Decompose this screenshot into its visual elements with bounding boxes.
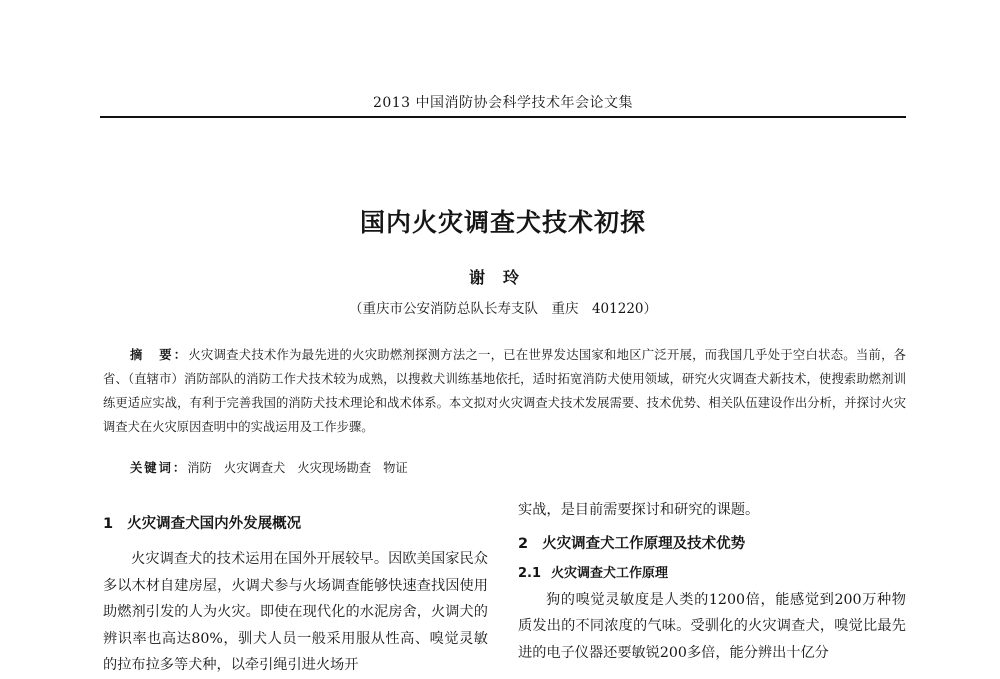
running-header: 2013 中国消防协会科学技术年会论文集 [372,95,634,111]
abstract-label: 摘 要： [130,347,189,362]
author-affiliation: （重庆市公安消防总队长寿支队 重庆 401220） [348,301,658,317]
subsection-2-1-heading [518,561,906,587]
section-number: 2 [518,535,529,552]
left-column [103,510,488,679]
keyword: 消防 [187,461,212,475]
abstract [103,343,906,439]
section-number: 1 [103,516,114,532]
continued-paragraph: 实战，是目前需要探讨和研究的课题。 [518,502,760,518]
subsection-title: 火灾调查犬工作原理 [551,565,669,581]
section-title: 火灾调查犬工作原理及技术优势 [542,535,746,552]
keywords [130,458,906,478]
keywords-label: 关键词： [130,460,188,475]
paper-title: 国内火灾调查犬技术初探 [359,208,646,237]
section-title: 火灾调查犬国内外发展概况 [127,516,302,532]
body-paragraph: 火灾调查犬的技术运用在国外开展较早。因欧美国家民众多以木材自建房屋，火调犬参与火场调查能够快速查找因使用助燃剂引发的人为火灾。即使在现代化的水泥房舍，火调犬的辨识率也高达80%，驯犬人员一般采用服从性高、嗅觉灵敏的拉布拉多等犬种，以牵引绳引进火场开 [103,551,488,673]
right-column [518,497,906,666]
section-2-heading [518,530,906,558]
author-name: 谢玲 [468,268,537,287]
section-1-heading [103,510,488,538]
keyword: 物证 [383,461,408,475]
header-rule [100,116,906,118]
body-paragraph: 狗的嗅觉灵敏度是人类的1200倍，能感觉到200万种物质发出的不同浓度的气味。受驯化的火灾调查犬，嗅觉比最先进的电子仪器还要敏锐200多倍，能分辨出十亿分 [518,591,906,661]
keyword: 火灾现场勘查 [297,461,372,475]
keyword: 火灾调查犬 [223,461,286,475]
abstract-text: 火灾调查犬技术作为最先进的火灾助燃剂探测方法之一，已在世界发达国家和地区广泛开展，而我国几乎处于空白状态。当前，各省、（直辖市）消防部队的消防工作犬技术较为成熟，以搜救犬训练基地依托，适时拓宽消防犬使用领域，研究火灾调查犬新技术，使搜索助燃剂训练更适应实战，有利于完善我国的消防犬技术理论和战术体系。本文拟对火灾调查犬技术发展需要、技术优势、相关队伍建设作出分析，并探讨火灾调查犬在火灾原因查明中的实战运用及工作步骤。 [103,348,906,434]
subsection-number: 2.1 [518,565,542,581]
